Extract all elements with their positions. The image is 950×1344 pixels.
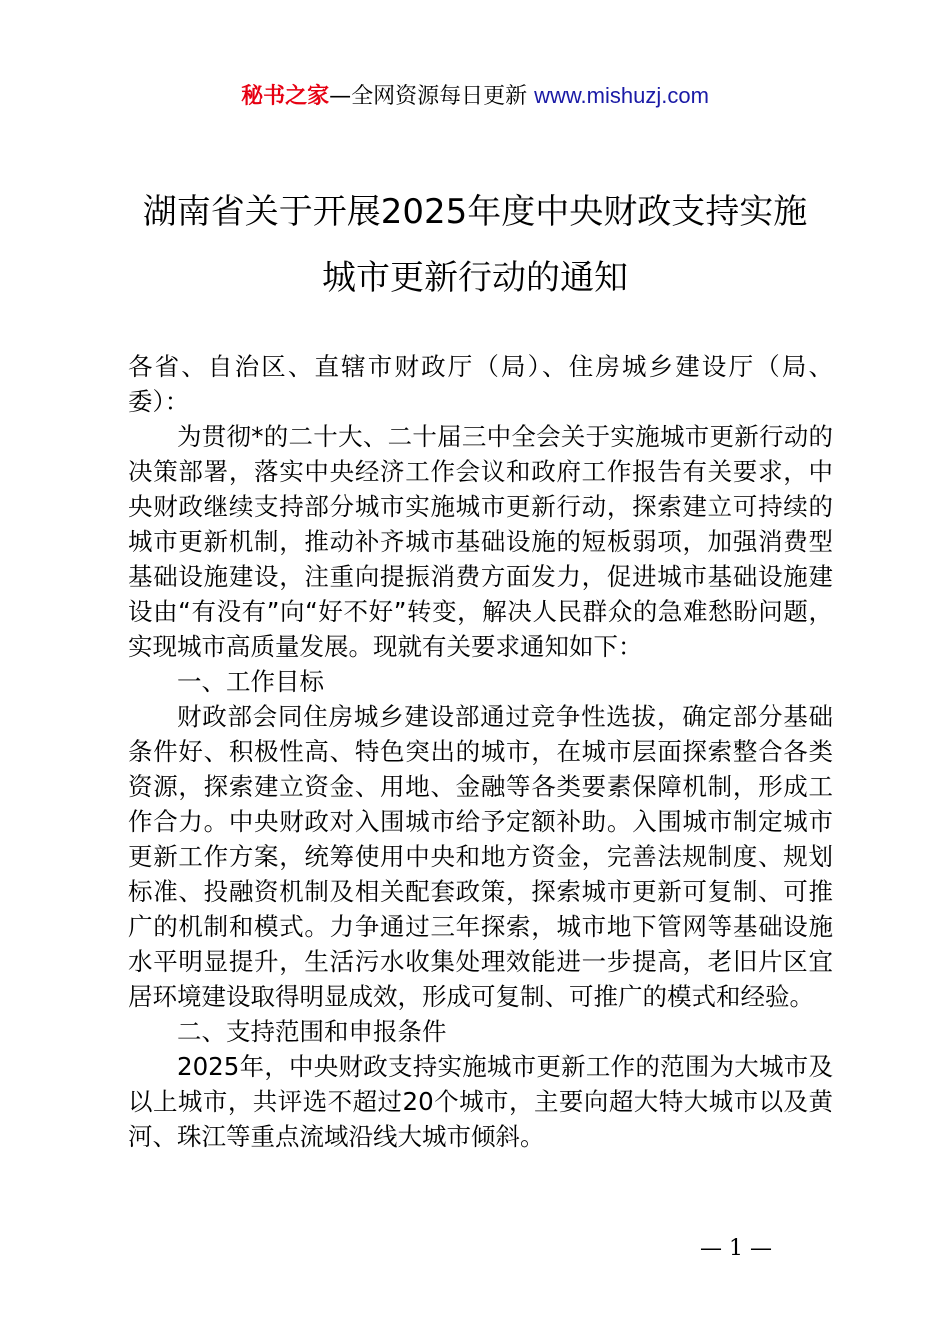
paragraph-support-scope: 2025年，中央财政支持实施城市更新工作的范围为大城市及以上城市，共评选不超过20个城市，主要向超大特大城市以及黄河、珠江等重点流域沿线大城市倾斜。	[128, 1052, 833, 1151]
document-title-line-1: 湖南省关于开展2025年度中央财政支持实施	[142, 192, 808, 232]
section-heading-work-goals: 一、工作目标	[177, 667, 324, 696]
section-heading-support-scope: 二、支持范围和申报条件	[177, 1017, 447, 1046]
paragraph-intro: 为贯彻*的二十大、二十届三中全会关于实施城市更新行动的决策部署，落实中央经济工作会议和政府工作报告有关要求，中央财政继续支持部分城市实施城市更新行动，探索建立可持续的城市更新机制，推动补齐城市基础设施的短板弱项，加强消费型基础设施建设，注重向提振消费方面发力，促进城市基础设施建设由“有没有”向“好不好”转变，解决人民群众的急难愁盼问题，实现城市高质量发展。现就有关要求通知如下：	[128, 422, 833, 661]
salutation: 各省、自治区、直辖市财政厅（局）、住房城乡建设厅（局、委）：	[128, 352, 833, 416]
paragraph-work-goals: 财政部会同住房城乡建设部通过竞争性选拔，确定部分基础条件好、积极性高、特色突出的城市，在城市层面探索整合各类资源，探索建立资金、用地、金融等各类要素保障机制，形成工作合力。中央财政对入围城市给予定额补助。入围城市制定城市更新工作方案，统筹使用中央和地方资金，完善法规制度、规划标准、投融资机制及相关配套政策，探索城市更新可复制、可推广的机制和模式。力争通过三年探索，城市地下管网等基础设施水平明显提升，生活污水收集处理效能进一步提高，老旧片区宜居环境建设取得明显成效，形成可复制、可推广的模式和经验。	[128, 702, 833, 1011]
page-number: — 1 —	[700, 1236, 772, 1261]
banner-url-link[interactable]: www.mishuzj.com	[534, 83, 709, 108]
document-body	[128, 349, 833, 1154]
banner-slogan: —全网资源每日更新	[329, 84, 535, 109]
document-title-line-2: 城市更新行动的通知	[322, 258, 628, 298]
banner-brand: 秘书之家	[241, 84, 330, 109]
site-banner	[0, 80, 950, 113]
